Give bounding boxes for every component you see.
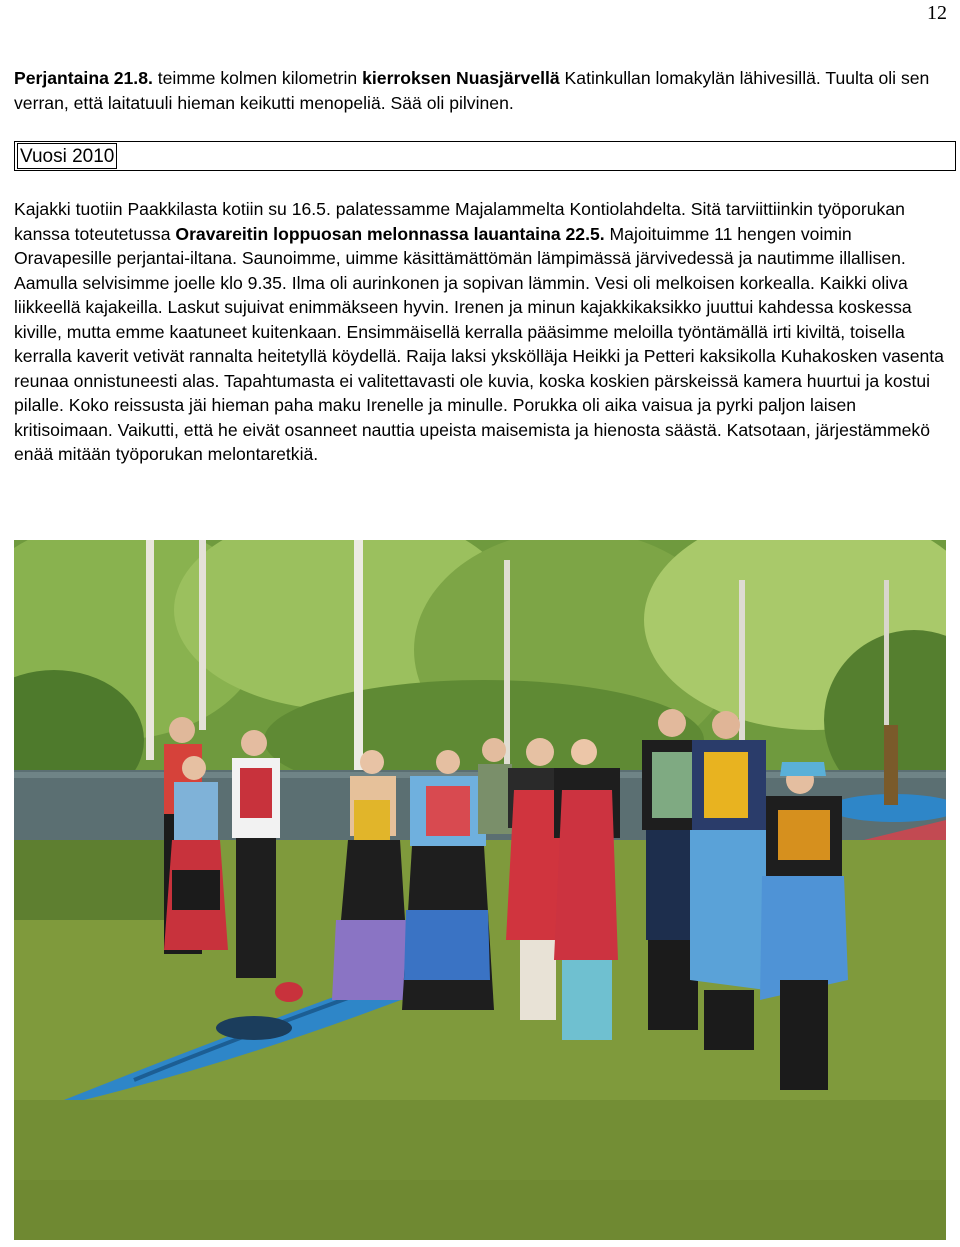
group-photo (14, 540, 946, 1240)
text-span: Katinkullan lomakylän lähivesillä. Tuulta oli sen verran, että laitatuuli hieman keikutti menopeliä. Sää oli pilvinen. (14, 68, 930, 113)
text-span: teimme kolmen kilometrin (152, 68, 363, 88)
page-number: 12 (927, 2, 947, 24)
paragraph-2010 (14, 197, 949, 467)
text-span: Majoituimme 11 hengen voimin Oravapesille perjantai-iltana. Saunoimme, uimme käsittämättömän lämpimässä järvivedessä ja nautimme illallisen. Aamulla selvisimme joelle klo 9.35. Ilma oli aurinkonen ja sopivan lämmin. Vesi oli melkoisen korkealla. Kaikki oliva liikkeellä kajakeilla. Laskut sujuivat enimmäkseen hyvin. Irenen ja minun kajakkikaksikko juuttui kahdessa koskessa kiville, mutta emme kaatuneet kuitenkaan. Ensimmäisellä kerralla pääsimme meloilla työntämällä irti kiviltä, toisella kerralla kaverit vetivät rannalta heitetyllä köydellä. Raija laksi ykskölläja Heikki ja Petteri kaksikolla Kuhakosken vasenta reunaa onnistuneesti alas. Tapahtumasta ei valitettavasti ole kuvia, koska koskien pärskeissä kamera huurtui ja kostui pilalle. Koko reissusta jäi hieman paha maku Irenelle ja minulle. Porukka oli aika vaisua ja pyrki paljon laisen kritisoimaan. Vaikutti, että he eivät osanneet nauttia upeista maisemista ja hienosta säästä. Katsotaan, järjestämmekö enää mitään työporukan melontaretkiä. (14, 223, 944, 464)
text-span: Kajakki tuotiin Paakkilasta kotiin su 16.5. palatessamme Majalammelta Kontiolahdelta. Sitä tarviittiinkin työporukan kanssa toteutetussa (14, 199, 905, 244)
bold-event: Oravareitin loppuosan melonnassa lauantaina 22.5. (175, 223, 605, 244)
group-photo-illustration (14, 540, 946, 1240)
paragraph-perjantaina (14, 66, 949, 115)
year-heading-box (14, 141, 956, 171)
bold-lake: kierroksen Nuasjärvellä (362, 68, 560, 88)
year-heading: Vuosi 2010 (17, 143, 117, 169)
bold-date: Perjantaina 21.8. (14, 68, 153, 88)
